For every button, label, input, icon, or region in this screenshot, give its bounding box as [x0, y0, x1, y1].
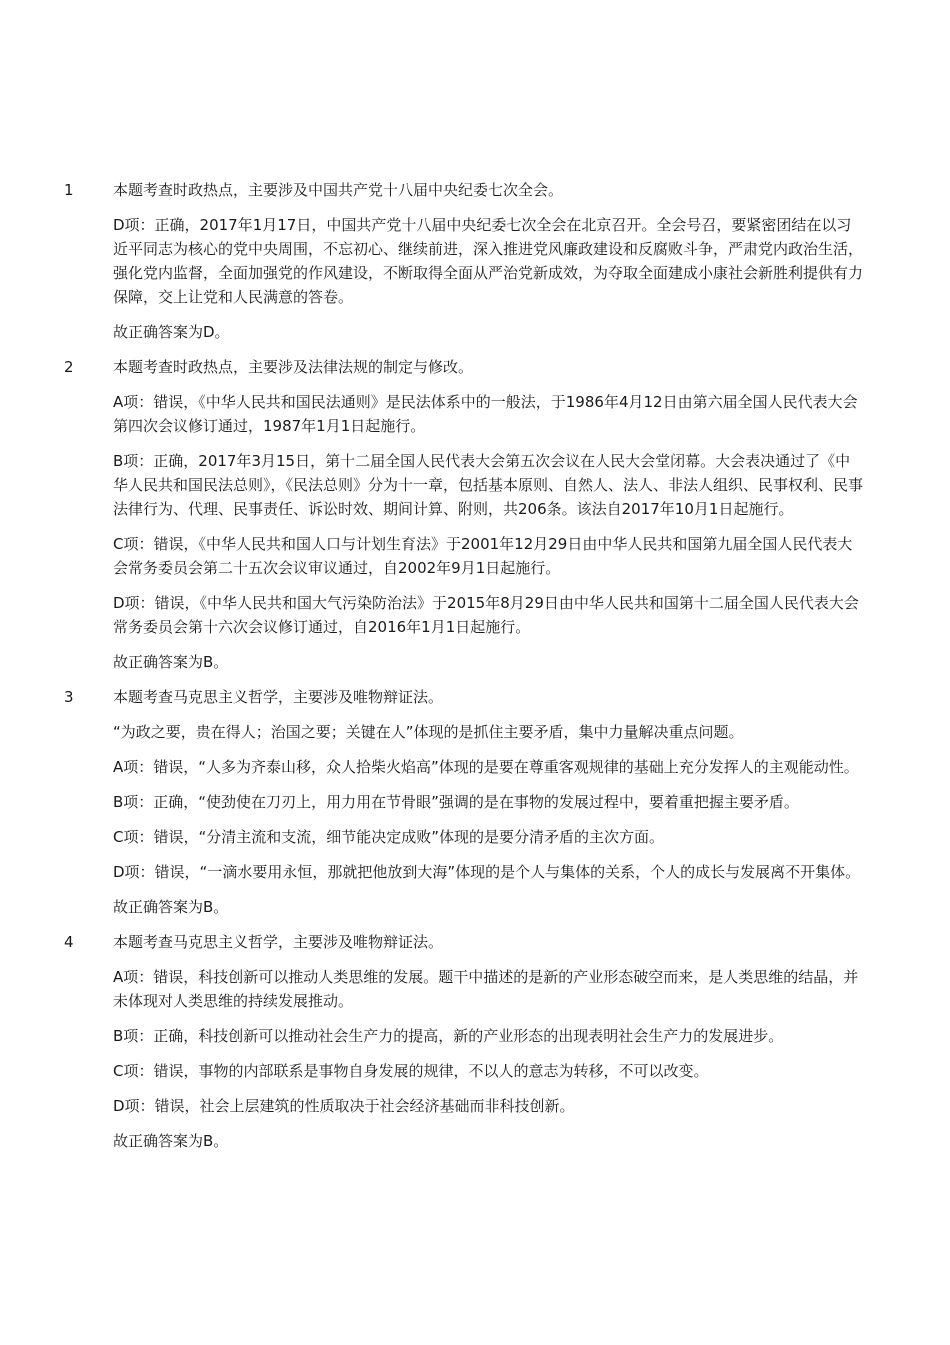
item-paragraph: B项：正确，科技创新可以推动社会生产力的提高，新的产业形态的出现表明社会生产力的发展进步。	[113, 1027, 784, 1045]
explanation-item-1	[0, 178, 950, 344]
item-intro: 本题考查时政热点，主要涉及中国共产党十八届中央纪委七次全会。	[113, 181, 564, 199]
explanation-item-3	[0, 685, 950, 919]
item-paragraph: B项：正确，“使劲使在刀刃上，用力用在节骨眼”强调的是在事物的发展过程中，要着重把握主要矛盾。	[113, 793, 799, 811]
answer-explanations	[0, 178, 950, 1164]
item-paragraph: D项：错误，《中华人民共和国大气污染防治法》于2015年8月29日由中华人民共和国第十二届全国人民代表大会常务委员会第十六次会议修订通过，自2016年1月1日起施行。	[113, 594, 859, 636]
item-paragraph: D项：错误，社会上层建筑的性质取决于社会经济基础而非科技创新。	[113, 1097, 575, 1115]
item-paragraph: D项：正确，2017年1月17日，中国共产党十八届中央纪委七次全会在北京召开。全会号召，要紧密团结在以习近平同志为核心的党中央周围，不忘初心、继续前进，深入推进党风廉政建设和反腐败斗争，严肃党内政治生活，强化党内监督，全面加强党的作风建设，不断取得全面从严治党新成效，为夺取全面建成小康社会新胜利提供有力保障，交上让党和人民满意的答卷。	[113, 216, 864, 306]
item-number: 2	[64, 358, 74, 376]
explanation-item-4	[0, 930, 950, 1153]
item-paragraph: B项：正确，2017年3月15日，第十二届全国人民代表大会第五次会议在人民大会堂闭幕。大会表决通过了《中华人民共和国民法总则》，《民法总则》分为十一章，包括基本原则、自然人、法人、非法人组织、民事权利、民事法律行为、代理、民事责任、诉讼时效、期间计算、附则，共206条。该法自2017年10月1日起施行。	[113, 452, 864, 518]
item-paragraph: C项：错误，“分清主流和支流，细节能决定成败”体现的是要分清矛盾的主次方面。	[113, 828, 665, 846]
item-paragraph: C项：错误，事物的内部联系是事物自身发展的规律，不以人的意志为转移，不可以改变。	[113, 1062, 709, 1080]
item-paragraph: A项：错误，《中华人民共和国民法通则》是民法体系中的一般法，于1986年4月12日由第六届全国人民代表大会第四次会议修订通过，1987年1月1日起施行。	[113, 393, 858, 435]
item-intro: 本题考查马克思主义哲学，主要涉及唯物辩证法。	[113, 688, 444, 706]
item-answer: 故正确答案为D。	[113, 323, 230, 341]
item-paragraph: C项：错误，《中华人民共和国人口与计划生育法》于2001年12月29日由中华人民共和国第九届全国人民代表大会常务委员会第二十五次会议审议通过，自2002年9月1日起施行。	[113, 535, 853, 577]
item-paragraph: D项：错误，“一滴水要用永恒，那就把他放到大海”体现的是个人与集体的关系，个人的成长与发展离不开集体。	[113, 863, 861, 881]
explanation-item-2	[0, 355, 950, 674]
item-intro: 本题考查马克思主义哲学，主要涉及唯物辩证法。	[113, 933, 444, 951]
item-answer: 故正确答案为B。	[113, 898, 229, 916]
item-paragraph: “为政之要，贵在得人；治国之要；关键在人”体现的是抓住主要矛盾，集中力量解决重点问题。	[113, 723, 744, 741]
item-paragraph: A项：错误，科技创新可以推动人类思维的发展。题干中描述的是新的产业形态破空而来，是人类思维的结晶，并未体现对人类思维的持续发展推动。	[113, 968, 859, 1010]
item-paragraph: A项：错误，“人多为齐泰山移，众人拾柴火焰高”体现的是要在尊重客观规律的基础上充分发挥人的主观能动性。	[113, 758, 859, 776]
item-number: 1	[64, 181, 74, 199]
item-number: 3	[64, 688, 74, 706]
item-answer: 故正确答案为B。	[113, 1132, 229, 1150]
item-answer: 故正确答案为B。	[113, 653, 229, 671]
item-number: 4	[64, 933, 74, 951]
item-intro: 本题考查时政热点，主要涉及法律法规的制定与修改。	[113, 358, 474, 376]
